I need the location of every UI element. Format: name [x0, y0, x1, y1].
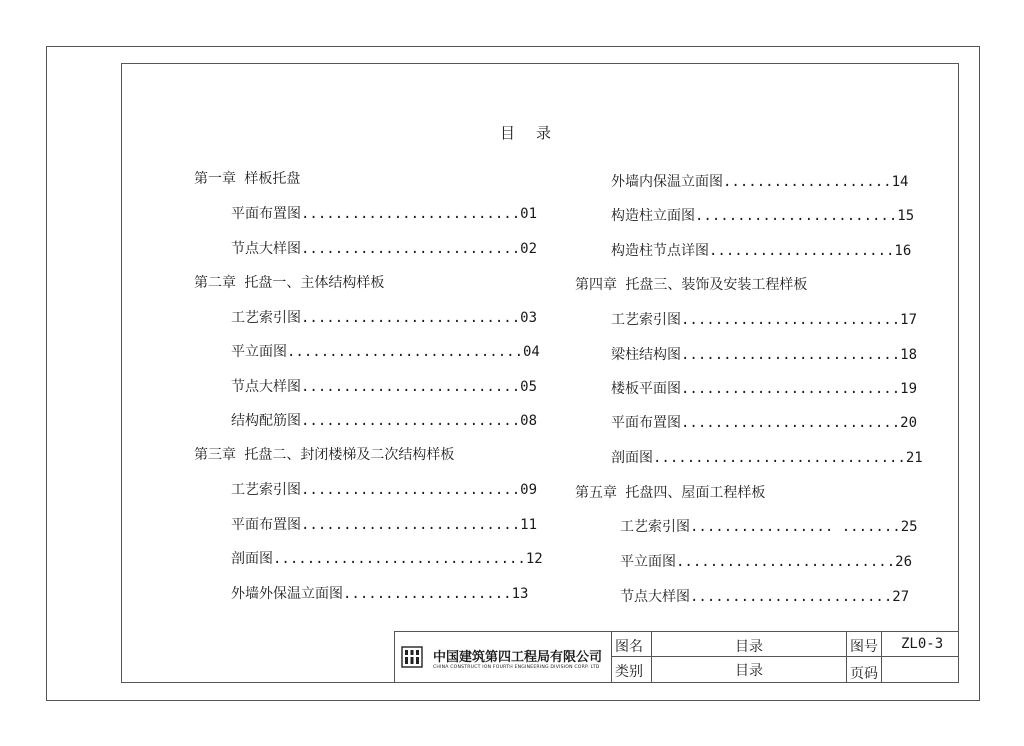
divider: [611, 656, 958, 657]
label-drawing-no: 图号: [850, 639, 878, 655]
company-name-en: CHINA CONSTRUCT ION FOURTH ENGINEERING DIVISION CORP. LTD: [433, 665, 600, 670]
toc-entry: 外墙外保温立面图....................13: [231, 586, 529, 602]
toc-chapter: 第三章 托盘二、封闭楼梯及二次结构样板: [194, 447, 455, 463]
toc-entry: 构造柱立面图........................15: [611, 208, 915, 224]
toc-entry: 工艺索引图..........................03: [231, 310, 538, 326]
toc-entry: 结构配筋图..........................08: [231, 413, 538, 429]
toc-entry: 平立面图..........................26: [620, 554, 913, 570]
toc-entry: 节点大样图........................27: [620, 589, 910, 605]
toc-entry: 平立面图............................04: [231, 344, 540, 360]
toc-entry: 工艺索引图..........................17: [611, 312, 918, 328]
toc-entry: 梁柱结构图..........................18: [611, 347, 918, 363]
toc-entry: 平面布置图..........................20: [611, 415, 918, 431]
toc-chapter: 第五章 托盘四、屋面工程样板: [575, 485, 766, 501]
divider: [651, 632, 652, 682]
toc-entry: 构造柱节点详图......................16: [611, 243, 912, 259]
toc-entry: 平面布置图..........................01: [231, 206, 538, 222]
toc-chapter: 第一章 样板托盘: [194, 171, 301, 187]
toc-entry: 剖面图..............................12: [231, 551, 543, 567]
divider: [846, 632, 847, 682]
toc-entry: 工艺索引图..........................09: [231, 482, 538, 498]
toc-entry: 剖面图..............................21: [611, 450, 923, 466]
company-logo-icon: [401, 646, 423, 668]
toc-chapter: 第四章 托盘三、装饰及安装工程样板: [575, 277, 808, 293]
toc-chapter: 第二章 托盘一、主体结构样板: [194, 275, 385, 291]
label-page: 页码: [850, 666, 878, 682]
toc-entry: 平面布置图..........................11: [231, 517, 538, 533]
page-title: 目 录: [500, 124, 558, 142]
divider: [881, 632, 882, 682]
divider: [611, 632, 612, 682]
toc-entry: 楼板平面图..........................19: [611, 381, 918, 397]
label-category: 类别: [615, 664, 643, 680]
title-block: [394, 631, 959, 683]
toc-entry: 节点大样图..........................02: [231, 241, 538, 257]
company-name: 中国建筑第四工程局有限公司: [433, 650, 603, 665]
drawing-no: ZL0-3: [901, 636, 944, 652]
toc-entry: 外墙内保温立面图....................14: [611, 174, 909, 190]
toc-entry: 工艺索引图................. .......25: [620, 519, 918, 535]
category: 目录: [735, 663, 763, 679]
drawing-name: 目录: [735, 639, 763, 655]
label-drawing-name: 图名: [615, 639, 643, 655]
toc-entry: 节点大样图..........................05: [231, 379, 538, 395]
